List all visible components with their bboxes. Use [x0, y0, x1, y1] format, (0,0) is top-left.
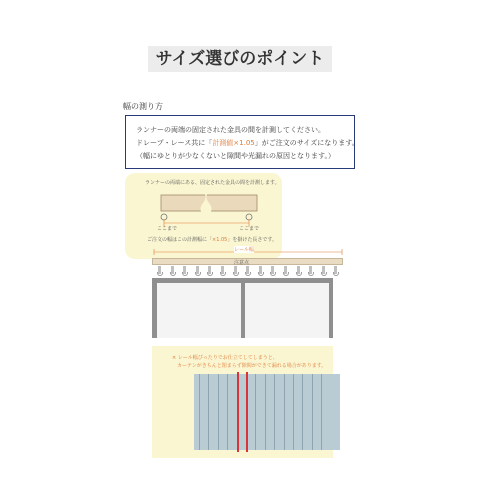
rail-hook	[170, 272, 176, 276]
info-line-2-accent: 計測値×1.05	[212, 139, 255, 147]
curtain-fold	[321, 374, 322, 450]
info-line-1: ランナーの両端の固定された金具の間を計測してください。	[136, 126, 325, 134]
gap-left-line	[237, 372, 239, 452]
left-window-pane	[157, 283, 241, 338]
runner-caption-top: ランナーの両端にある、固定された金具の間を計測します。	[145, 180, 280, 186]
curtain-fold	[284, 374, 285, 450]
curtain-fold	[293, 374, 294, 450]
curtain-fold	[255, 374, 256, 450]
warning-line-1	[172, 354, 278, 361]
rail-width-label: レール幅	[234, 247, 254, 253]
warning-line-2: カーテンがきちんと閉まらず隙間ができて漏れる場合があります。	[177, 363, 327, 369]
page-title: サイズ選びのポイント	[155, 49, 325, 69]
curtain-fold	[274, 374, 275, 450]
right-curtain-panel-b	[294, 374, 340, 450]
info-line-3: （幅にゆとりが少なくないと隙間や光漏れの原因となります。）	[136, 152, 335, 160]
right-point-label: ここまで	[239, 226, 260, 232]
warning-line-1-text: レール幅ぴったりでお仕立てしてしまうと、	[177, 355, 278, 361]
info-line-2-before: ドレープ・レース共に「	[136, 139, 213, 147]
info-line-2-after: 」がご注文のサイズになります。	[254, 139, 359, 147]
runner-caption-bottom-after: 」を掛けた長さです。	[227, 237, 277, 243]
curtain-fold	[312, 374, 313, 450]
rail-hook	[233, 272, 239, 276]
runner-caption-bottom-before: ご注文の幅はこの計測幅に「	[147, 237, 213, 243]
curtain-fold	[208, 374, 209, 450]
warning-mark: ×	[172, 355, 177, 361]
curtain-fold	[227, 374, 228, 450]
left-point-label: ここまで	[157, 226, 178, 232]
gap-right-line	[246, 372, 248, 452]
runner-caption-bottom-accent: ×1.05	[212, 237, 228, 243]
rail-hook	[296, 272, 302, 276]
curtain-fold	[265, 374, 266, 450]
curtain-fold	[218, 374, 219, 450]
section-label: 幅の測り方	[123, 102, 163, 111]
curtain-fold	[302, 374, 303, 450]
rail-tag: 注意点	[234, 260, 250, 266]
curtain-fold	[199, 374, 200, 450]
right-window-pane	[245, 283, 329, 338]
